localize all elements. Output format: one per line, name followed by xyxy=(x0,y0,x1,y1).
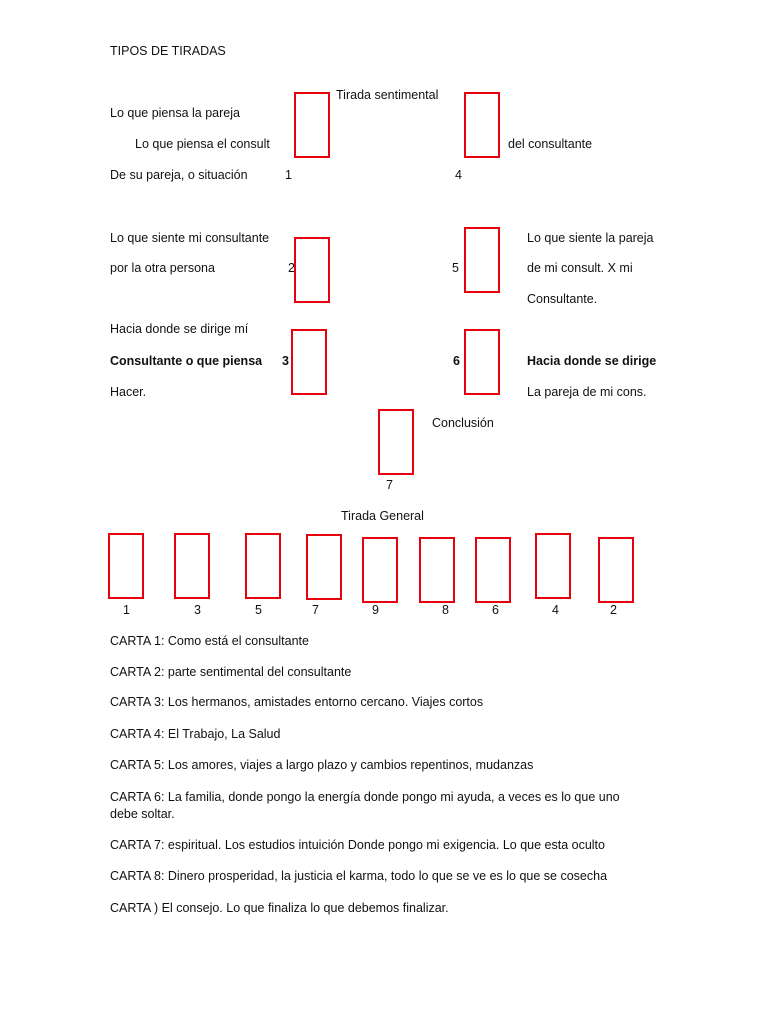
general-card-number: 4 xyxy=(552,603,559,617)
general-card-number: 2 xyxy=(610,603,617,617)
sent-left-2b: por la otra persona xyxy=(110,261,215,275)
sent-card-number: 7 xyxy=(386,478,393,492)
sent-left-3a: Hacia donde se dirige mí xyxy=(110,322,249,336)
general-card-number: 8 xyxy=(442,603,449,617)
sent-right-1: del consultante xyxy=(508,137,593,151)
carta-line: CARTA 8: Dinero prosperidad, la justicia el karma, todo lo que se ve es lo que se cosecha xyxy=(110,869,608,883)
general-card-number: 9 xyxy=(372,603,379,617)
general-card xyxy=(174,533,210,599)
carta-line: CARTA 6: La familia, donde pongo la energía donde pongo mi ayuda, a veces es lo que uno debe soltar. xyxy=(110,790,620,821)
carta-line: CARTA 1: Como está el consultante xyxy=(110,634,309,648)
general-card-number: 6 xyxy=(492,603,499,617)
general-card-number: 7 xyxy=(312,603,319,617)
general-card xyxy=(598,537,634,603)
general-card-number: 1 xyxy=(123,603,130,617)
sent-card-number: 2 xyxy=(288,261,295,275)
general-card xyxy=(419,537,455,603)
general-card xyxy=(475,537,511,603)
sent-left-1b: Lo que piensa el consult xyxy=(135,137,270,151)
page-title: TIPOS DE TIRADAS xyxy=(110,44,226,58)
sent-card-number: 6 xyxy=(453,354,460,368)
general-card-number: 3 xyxy=(194,603,201,617)
sent-card-number: 4 xyxy=(455,168,462,182)
general-card xyxy=(306,534,342,600)
sent-card-6 xyxy=(464,329,500,395)
general-heading: Tirada General xyxy=(341,509,424,523)
general-card-number: 5 xyxy=(255,603,262,617)
sent-card-2 xyxy=(294,237,330,303)
sent-left-1c: De su pareja, o situación xyxy=(110,168,248,182)
carta-line: CARTA 2: parte sentimental del consultante xyxy=(110,665,352,679)
general-card xyxy=(108,533,144,599)
sent-right-2a: Lo que siente la pareja xyxy=(527,231,654,245)
carta-line: CARTA 5: Los amores, viajes a largo plazo y cambios repentinos, mudanzas xyxy=(110,758,534,772)
sent-card-number: 3 xyxy=(282,354,289,368)
carta-line: CARTA 7: espiritual. Los estudios intuición Donde pongo mi exigencia. Lo que esta oculto xyxy=(110,838,605,852)
sent-card-1 xyxy=(294,92,330,158)
sent-left-1a: Lo que piensa la pareja xyxy=(110,106,240,120)
carta-line: CARTA 3: Los hermanos, amistades entorno cercano. Viajes cortos xyxy=(110,695,484,709)
general-card xyxy=(535,533,571,599)
conclusion-label: Conclusión xyxy=(432,416,494,430)
sent-right-3a: Hacia donde se dirige xyxy=(527,354,657,368)
sent-left-2a: Lo que siente mi consultante xyxy=(110,231,270,245)
sent-card-3 xyxy=(291,329,327,395)
carta-line: CARTA ) El consejo. Lo que finaliza lo que debemos finalizar. xyxy=(110,901,449,915)
general-card xyxy=(362,537,398,603)
sent-right-2c: Consultante. xyxy=(527,292,598,306)
sent-left-3c: Hacer. xyxy=(110,385,147,399)
sent-card-4 xyxy=(464,92,500,158)
sent-left-3b: Consultante o que piensa xyxy=(110,354,263,368)
sent-card-5 xyxy=(464,227,500,293)
sentimental-heading: Tirada sentimental xyxy=(336,88,439,102)
carta-line: CARTA 4: El Trabajo, La Salud xyxy=(110,727,281,741)
sent-right-3b: La pareja de mi cons. xyxy=(527,385,647,399)
sent-card-number: 1 xyxy=(285,168,292,182)
sent-card-7 xyxy=(378,409,414,475)
general-card xyxy=(245,533,281,599)
sent-card-number: 5 xyxy=(452,261,459,275)
sent-right-2b: de mi consult. X mi xyxy=(527,261,633,275)
